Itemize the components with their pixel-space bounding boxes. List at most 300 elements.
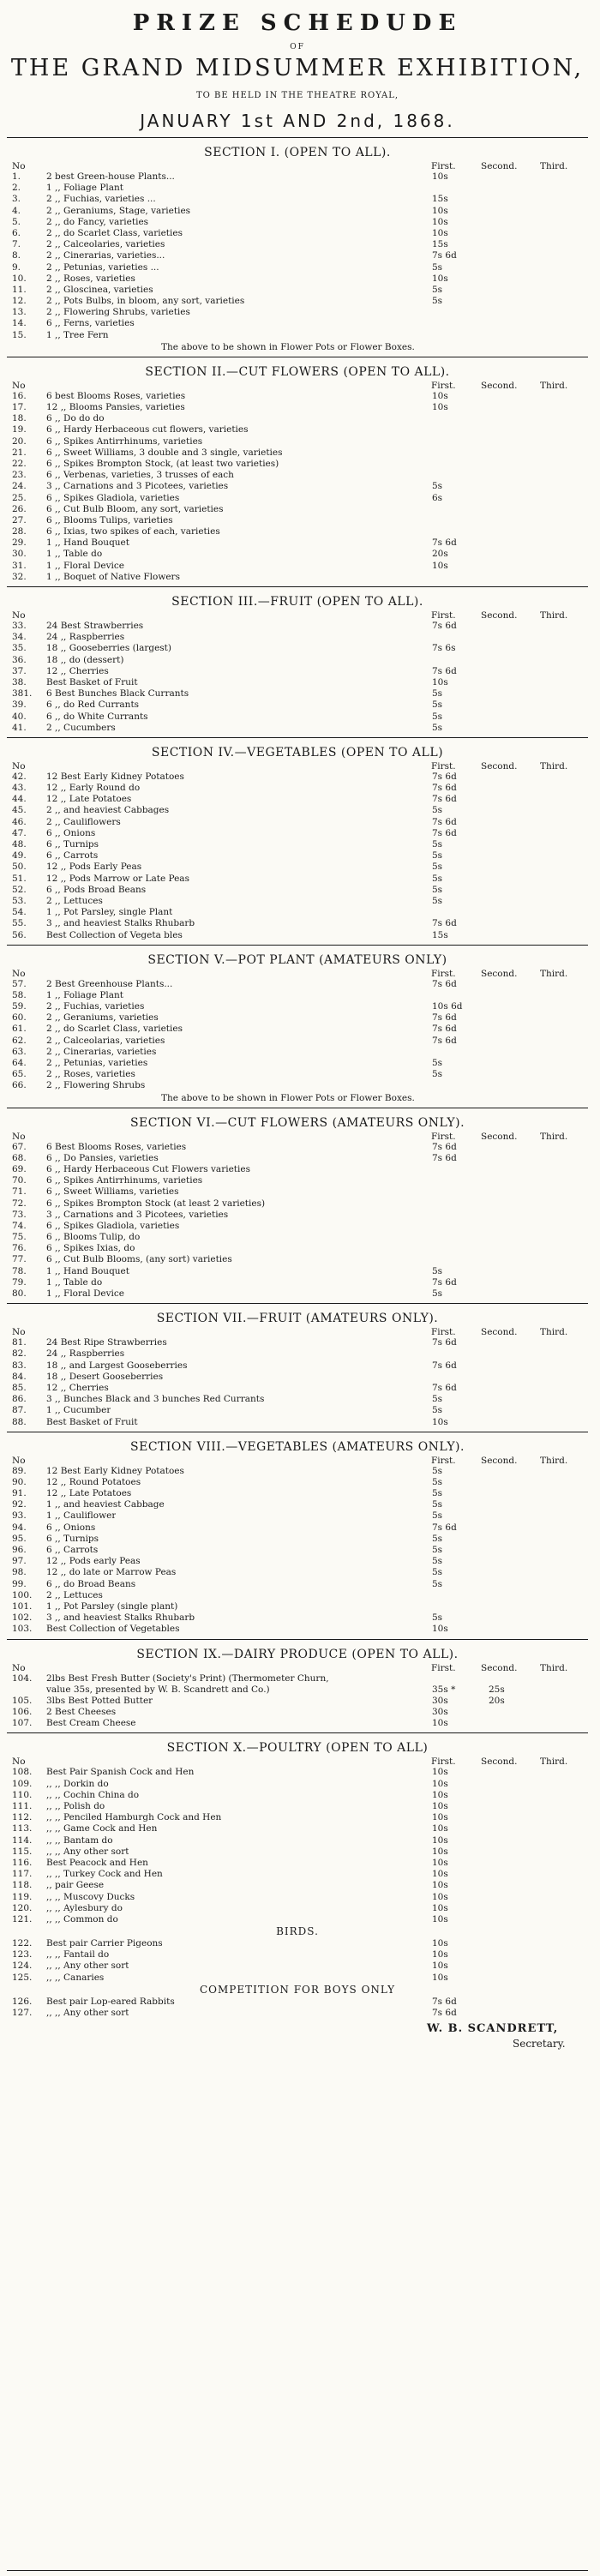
column-header-third: Third. <box>540 968 568 979</box>
entry-number: 88. <box>12 1416 27 1427</box>
entry-number: 82. <box>12 1348 27 1360</box>
section-note: The above to be shown in Flower Pots or Flower Boxes. <box>161 341 415 352</box>
entry-number: 102. <box>12 1612 33 1624</box>
entry-description: 12 ,, Blooms Pansies, varieties <box>46 402 185 412</box>
entry-number: 54. <box>12 907 27 918</box>
prize-row <box>7 632 588 643</box>
first-prize: 10s <box>432 1767 448 1778</box>
prize-row <box>7 979 588 990</box>
entry-number: 81. <box>12 1337 27 1348</box>
prize-row <box>7 839 588 850</box>
entry-number: 50. <box>12 862 27 873</box>
column-header-no: No <box>12 1662 26 1673</box>
entry-description: 12 ,, Cherries <box>46 1382 109 1393</box>
entry-description: 2 ,, Calceolarias, varieties <box>46 1035 165 1046</box>
column-header-first: First. <box>431 1455 456 1466</box>
entry-number: 89. <box>12 1465 27 1476</box>
entry-number: 42. <box>12 771 27 782</box>
first-prize: 7s 6d <box>432 1141 457 1152</box>
entry-description: 1 ,, Boquet of Native Flowers <box>46 571 180 582</box>
first-prize: 10s <box>432 1789 448 1800</box>
first-prize: 15s <box>432 194 448 205</box>
entry-description: 2 ,, Calceolaries, varieties <box>46 239 165 250</box>
entry-description: 12 Best Early Kidney Potatoes <box>46 771 184 782</box>
column-headers <box>7 1327 588 1337</box>
first-prize: 10s <box>432 676 448 688</box>
entry-number: 44. <box>12 794 27 805</box>
entry-description: 6 ,, Spikes Gladiola, varieties <box>46 492 180 503</box>
prize-row <box>7 391 588 402</box>
entry-number: 26. <box>12 503 27 514</box>
first-prize: 7s 6d <box>432 1522 457 1533</box>
entry-description: 2 ,, Petunias, varieties <box>46 1058 148 1068</box>
first-prize: 7s 6s <box>432 643 456 654</box>
first-prize: 5s <box>432 1510 443 1522</box>
first-prize: 7s 6d <box>432 665 457 676</box>
birds-rows <box>7 1938 588 1984</box>
first-prize: 10s <box>432 390 448 401</box>
entry-description: 18 ,, Gooseberries (largest) <box>46 643 171 654</box>
column-headers <box>7 161 588 171</box>
first-prize: 20s <box>432 549 448 560</box>
column-headers <box>7 610 588 621</box>
entry-number: 381. <box>12 688 33 700</box>
entry-number: 33. <box>12 621 27 631</box>
entry-description: 2 ,, and heaviest Cabbages <box>46 805 170 816</box>
prize-row <box>7 907 588 918</box>
entry-description: 24 Best Strawberries <box>46 621 144 631</box>
entry-number: 97. <box>12 1556 27 1567</box>
column-header-third: Third. <box>540 1327 568 1338</box>
entry-description: 6 ,, Spikes Ixias, do <box>46 1243 135 1254</box>
entry-number: 62. <box>12 1035 27 1046</box>
entry-description: 6 ,, Turnips <box>46 1533 99 1544</box>
first-prize: 5s <box>432 1556 443 1567</box>
entry-number: 121. <box>12 1913 33 1924</box>
prize-row <box>7 459 588 470</box>
entry-description: 2 ,, Pots Bulbs, in bloom, any sort, varieties <box>46 296 245 307</box>
entry-description: 12 ,, Cherries <box>46 665 109 676</box>
column-header-second: Second. <box>481 760 518 772</box>
prize-row <box>7 515 588 526</box>
prize-row <box>7 1534 588 1545</box>
column-headers <box>7 381 588 391</box>
prize-row <box>7 537 588 549</box>
first-prize: 10s <box>432 1846 448 1857</box>
column-header-second: Second. <box>481 380 518 391</box>
entry-description: 6 ,, Spikes Antirrhinums, varieties <box>46 1175 203 1186</box>
entry-description: Best Basket of Fruit <box>46 1416 138 1427</box>
first-prize: 30s <box>432 1707 448 1718</box>
first-prize: 10s <box>432 227 448 238</box>
entry-description: 6 ,, Spikes Brompton Stock, (at least two varieties) <box>46 458 279 469</box>
entry-number: 10. <box>12 273 27 284</box>
prize-row <box>7 1001 588 1012</box>
prize-row <box>7 643 588 654</box>
prize-row <box>7 572 588 583</box>
first-prize: 5s <box>432 1488 443 1499</box>
entry-description: 24 ,, Raspberries <box>46 632 125 643</box>
entry-number: 120. <box>12 1902 33 1913</box>
entry-number: 93. <box>12 1510 27 1522</box>
entry-description: Best Collection of Vegetables <box>46 1624 180 1635</box>
section-title: SECTION I. (OPEN TO ALL). <box>204 146 391 159</box>
entry-number: 13. <box>12 307 27 318</box>
column-header-third: Third. <box>540 1662 568 1673</box>
entry-number: 59. <box>12 1001 27 1012</box>
entry-description: 2 Best Greenhouse Plants... <box>46 978 173 989</box>
entry-number: 67. <box>12 1141 27 1152</box>
entry-description: Best Basket of Fruit <box>46 676 138 688</box>
prize-row <box>7 307 588 318</box>
first-prize: 7s 6d <box>432 1360 457 1371</box>
prize-row <box>7 723 588 734</box>
prize-row <box>7 1232 588 1243</box>
prize-row <box>7 1164 588 1175</box>
column-header-no: No <box>12 1327 26 1338</box>
prize-row <box>7 805 588 816</box>
venue-line: TO BE HELD IN THE THEATRE ROYAL, <box>195 91 399 100</box>
entry-number: 63. <box>12 1046 27 1057</box>
entry-description: 6 ,, Ferns, varieties <box>46 318 135 329</box>
first-prize: 10s <box>432 1857 448 1868</box>
entry-description: 2 ,, Geraniums, Stage, varieties <box>46 205 191 216</box>
prize-row <box>7 1012 588 1024</box>
entry-number: 96. <box>12 1545 27 1555</box>
section-title: SECTION III.—FRUIT (OPEN TO ALL). <box>171 595 423 609</box>
entry-number: 25. <box>12 492 27 503</box>
entry-number: 65. <box>12 1069 27 1080</box>
first-prize: 10s <box>432 1913 448 1924</box>
prize-row <box>7 828 588 839</box>
entry-description: 6 ,, Cut Bulb Bloom, any sort, varieties <box>46 503 224 514</box>
column-header-first: First. <box>431 968 456 979</box>
first-prize: 5s <box>432 261 443 273</box>
prize-row <box>7 1337 588 1348</box>
column-header-third: Third. <box>540 1756 568 1768</box>
entry-number: 101. <box>12 1600 33 1612</box>
prize-row <box>7 1243 588 1254</box>
first-prize: 10s <box>432 273 448 284</box>
column-header-no: No <box>12 380 26 391</box>
entry-description: ,, ,, Common do <box>46 1913 118 1924</box>
entry-description: 1 ,, Floral Device <box>46 1288 124 1299</box>
signature-block <box>7 2019 588 2055</box>
column-header-no: No <box>12 1131 26 1142</box>
entry-description: 1 ,, Hand Bouquet <box>46 1265 129 1276</box>
entry-description: Best pair Lop-eared Rabbits <box>46 1996 175 2007</box>
prize-row <box>7 1069 588 1080</box>
prize-row <box>7 1903 588 1914</box>
sections-container <box>7 144 588 1925</box>
entry-number: 91. <box>12 1488 27 1499</box>
prize-row <box>7 1186 588 1198</box>
entry-description: 2 ,, do Scarlet Class, varieties <box>46 1024 183 1035</box>
column-header-first: First. <box>431 1131 456 1142</box>
prize-row <box>7 621 588 632</box>
entry-description: 3 ,, and heaviest Stalks Rhubarb <box>46 918 195 929</box>
first-prize: 5s <box>432 895 443 906</box>
entry-description: ,, ,, Cochin China do <box>46 1789 140 1800</box>
prize-row <box>7 1360 588 1372</box>
prize-row <box>7 1673 588 1684</box>
first-prize: 10s <box>432 1961 448 1972</box>
prize-row <box>7 1394 588 1405</box>
entry-description: 6 ,, Spikes Antirrhinums, varieties <box>46 435 203 447</box>
first-prize: 7s 6d <box>432 250 457 261</box>
entry-description: 12 ,, Pods early Peas <box>46 1556 141 1567</box>
entry-number: 110. <box>12 1789 33 1800</box>
entry-number: 52. <box>12 884 27 895</box>
prize-row <box>7 1175 588 1186</box>
prize-row <box>7 1277 588 1288</box>
entry-description: 2 ,, Flowering Shrubs <box>46 1080 146 1091</box>
entry-number: 98. <box>12 1567 27 1578</box>
column-header-no: No <box>12 968 26 979</box>
prize-row <box>7 413 588 424</box>
entry-description: 3 ,, Carnations and 3 Picotees, varieties <box>46 1209 229 1220</box>
prize-row <box>7 1858 588 1869</box>
document-title: PRIZE SCHEDUDE <box>132 10 463 36</box>
column-header-third: Third. <box>540 380 568 391</box>
entry-description: 6 ,, do White Currants <box>46 711 148 722</box>
entry-description: ,, ,, Game Cock and Hen <box>46 1823 158 1834</box>
entry-number: 14. <box>12 318 27 329</box>
first-prize: 7s 6d <box>432 1035 457 1046</box>
first-prize: 10s <box>432 1823 448 1834</box>
prize-row <box>7 896 588 907</box>
entry-description: 6 ,, do Broad Beans <box>46 1578 136 1589</box>
prize-row <box>7 1477 588 1488</box>
first-prize: 15s <box>432 929 448 940</box>
entry-number: 45. <box>12 805 27 816</box>
second-prize: 20s <box>489 1695 505 1706</box>
entry-description: 6 ,, Onions <box>46 1522 96 1533</box>
section-title: SECTION VII.—FRUIT (AMATEURS ONLY). <box>156 1312 439 1326</box>
entry-number: 27. <box>12 514 27 525</box>
entry-number: 51. <box>12 873 27 884</box>
entry-description: 12 Best Early Kidney Potatoes <box>46 1465 184 1476</box>
entry-number: 68. <box>12 1152 27 1163</box>
first-prize: 10s <box>432 1972 448 1983</box>
entry-description: Best Collection of Vegeta bles <box>46 929 183 940</box>
prize-row <box>7 1624 588 1635</box>
exhibition-name: THE GRAND MIDSUMMER EXHIBITION, <box>10 55 585 81</box>
prize-row <box>7 1221 588 1232</box>
prize-row <box>7 1767 588 1778</box>
first-prize: 7s 6d <box>432 1996 457 2007</box>
entry-description: ,, ,, Canaries <box>46 1972 105 1983</box>
prize-row <box>7 330 588 341</box>
column-header-first: First. <box>431 1756 456 1768</box>
entry-number: 72. <box>12 1198 27 1209</box>
entry-description: 6 ,, Ixias, two spikes of each, varieties <box>46 526 220 537</box>
first-prize: 5s <box>432 1499 443 1510</box>
entry-number: 83. <box>12 1360 27 1371</box>
entry-description: 3 ,, and heaviest Stalks Rhubarb <box>46 1612 195 1624</box>
first-prize: 35s * <box>432 1684 456 1695</box>
prize-row <box>7 493 588 504</box>
entry-number: 90. <box>12 1476 27 1487</box>
entry-number: 76. <box>12 1243 27 1254</box>
entry-description: 6 Best Blooms Roses, varieties <box>46 1141 187 1152</box>
prize-row <box>7 526 588 537</box>
entry-number: 57. <box>12 978 27 989</box>
prize-row <box>7 1198 588 1210</box>
prize-row <box>7 1590 588 1601</box>
column-header-first: First. <box>431 161 456 171</box>
first-prize: 5s <box>432 722 443 733</box>
entry-number: 47. <box>12 827 27 838</box>
column-headers <box>7 761 588 772</box>
entry-description: 1 ,, Table do <box>46 549 103 560</box>
entry-description: 24 ,, Raspberries <box>46 1348 125 1360</box>
entry-number: 9. <box>12 261 21 273</box>
section-title: SECTION V.—POT PLANT (AMATEURS ONLY) <box>147 952 447 967</box>
prize-row <box>7 1790 588 1801</box>
entry-description: 2 ,, Roses, varieties <box>46 273 135 284</box>
first-prize: 10s <box>432 216 448 227</box>
prize-row <box>7 990 588 1001</box>
prize-row <box>7 1266 588 1277</box>
first-prize: 5s <box>432 1612 443 1624</box>
prize-row <box>7 1696 588 1707</box>
section-divider <box>7 1303 588 1304</box>
first-prize: 10s <box>432 1869 448 1880</box>
column-header-second: Second. <box>481 1756 518 1768</box>
first-prize: 7s 6d <box>432 771 457 782</box>
first-prize: 10s 6d <box>432 1001 463 1012</box>
prize-row <box>7 1142 588 1153</box>
entry-description: value 35s, presented by W. B. Scandrett and Co.) <box>46 1684 270 1695</box>
entry-number: 84. <box>12 1371 27 1382</box>
prize-row <box>7 1288 588 1300</box>
entry-number: 4. <box>12 205 21 216</box>
section-title: SECTION II.—CUT FLOWERS (OPEN TO ALL). <box>145 364 450 379</box>
entry-number: 118. <box>12 1880 33 1891</box>
prize-row <box>7 1488 588 1499</box>
first-prize: 5s <box>432 296 443 307</box>
entry-description: 2lbs Best Fresh Butter (Society's Print) (Thermometer Churn, <box>46 1672 329 1684</box>
entry-number: 23. <box>12 470 27 481</box>
first-prize: 5s <box>432 1058 443 1068</box>
prize-row <box>7 1914 588 1925</box>
entry-description: 2 ,, do Scarlet Class, varieties <box>46 227 183 238</box>
entry-number: 30. <box>12 549 27 560</box>
entry-number: 58. <box>12 989 27 1000</box>
first-prize: 10s <box>432 1778 448 1789</box>
entry-description: 6 ,, Turnips <box>46 839 99 850</box>
first-prize: 5s <box>432 850 443 862</box>
entry-description: 1 ,, Table do <box>46 1276 103 1288</box>
column-header-third: Third. <box>540 1131 568 1142</box>
section-divider <box>7 1732 588 1733</box>
prize-row <box>7 783 588 794</box>
column-header-no: No <box>12 1455 26 1466</box>
entry-description: 6 ,, Pods Broad Beans <box>46 884 147 895</box>
entry-number: 11. <box>12 284 27 295</box>
section-divider <box>7 1639 588 1640</box>
entry-number: 115. <box>12 1846 33 1857</box>
entry-description: 1 ,, Hand Bouquet <box>46 537 129 549</box>
entry-description: 1 ,, Foliage Plant <box>46 989 123 1000</box>
entry-description: 6 ,, Cut Bulb Blooms, (any sort) varieties <box>46 1254 232 1265</box>
entry-number: 21. <box>12 447 27 458</box>
prize-row <box>7 666 588 677</box>
entry-description: 2 ,, Cinerarias, varieties... <box>46 250 165 261</box>
bottom-divider <box>7 2570 588 2571</box>
secretary-name: W. B. SCANDRETT, <box>427 2022 559 2036</box>
secretary-title: Secretary. <box>513 2038 566 2051</box>
prize-row <box>7 273 588 285</box>
entry-description: ,, ,, Polish do <box>46 1801 105 1811</box>
prize-row <box>7 447 588 459</box>
entry-description: 12 ,, Early Round do <box>46 783 141 794</box>
entry-description: 1 ,, Tree Fern <box>46 329 109 340</box>
first-prize: 15s <box>432 239 448 250</box>
entry-description: Best pair Carrier Pigeons <box>46 1938 163 1949</box>
first-prize: 7s 6d <box>432 1012 457 1024</box>
entry-number: 37. <box>12 665 27 676</box>
entry-number: 18. <box>12 413 27 424</box>
column-header-first: First. <box>431 610 456 621</box>
entry-number: 43. <box>12 783 27 794</box>
prize-row <box>7 296 588 307</box>
first-prize: 10s <box>432 1949 448 1961</box>
column-headers <box>7 1663 588 1673</box>
prize-row <box>7 481 588 492</box>
prize-row <box>7 1036 588 1047</box>
prize-row <box>7 206 588 217</box>
entry-description: 6 ,, Hardy Herbaceous Cut Flowers varieties <box>46 1163 250 1174</box>
title-of: OF <box>290 43 305 51</box>
entry-number: 48. <box>12 839 27 850</box>
entry-description: ,, ,, Fantail do <box>46 1949 110 1961</box>
entry-number: 100. <box>12 1589 33 1600</box>
entry-description: 6 ,, Spikes Gladiola, varieties <box>46 1220 180 1231</box>
entry-number: 125. <box>12 1972 33 1983</box>
first-prize: 10s <box>432 171 448 182</box>
first-prize: 5s <box>432 1545 443 1555</box>
entry-description: 2 ,, Roses, varieties <box>46 1069 135 1080</box>
prize-row <box>7 1522 588 1534</box>
entry-description: 3lbs Best Potted Butter <box>46 1695 153 1706</box>
column-header-no: No <box>12 161 26 171</box>
column-header-no: No <box>12 610 26 621</box>
entry-description: 2 ,, Petunias, varieties ... <box>46 261 159 273</box>
prize-row <box>7 1254 588 1265</box>
column-headers <box>7 1756 588 1767</box>
entry-number: 117. <box>12 1869 33 1880</box>
prize-row <box>7 1348 588 1360</box>
first-prize: 5s <box>432 1405 443 1416</box>
entry-number: 40. <box>12 711 27 722</box>
prize-row <box>7 1892 588 1903</box>
entry-number: 17. <box>12 402 27 412</box>
entry-number: 86. <box>12 1394 27 1405</box>
entry-number: 78. <box>12 1265 27 1276</box>
entry-description: 1 ,, Cucumber <box>46 1405 111 1416</box>
first-prize: 7s 6d <box>432 794 457 805</box>
entry-number: 8. <box>12 250 21 261</box>
entry-description: 18 ,, Desert Gooseberries <box>46 1371 164 1382</box>
entry-number: 64. <box>12 1058 27 1068</box>
entry-description: ,, ,, Dorkin do <box>46 1778 109 1789</box>
column-header-second: Second. <box>481 1131 518 1142</box>
entry-description: ,, ,, Penciled Hamburgh Cock and Hen <box>46 1812 222 1823</box>
entry-description: 2 ,, Gloscinea, varieties <box>46 284 153 295</box>
column-header-second: Second. <box>481 161 518 171</box>
